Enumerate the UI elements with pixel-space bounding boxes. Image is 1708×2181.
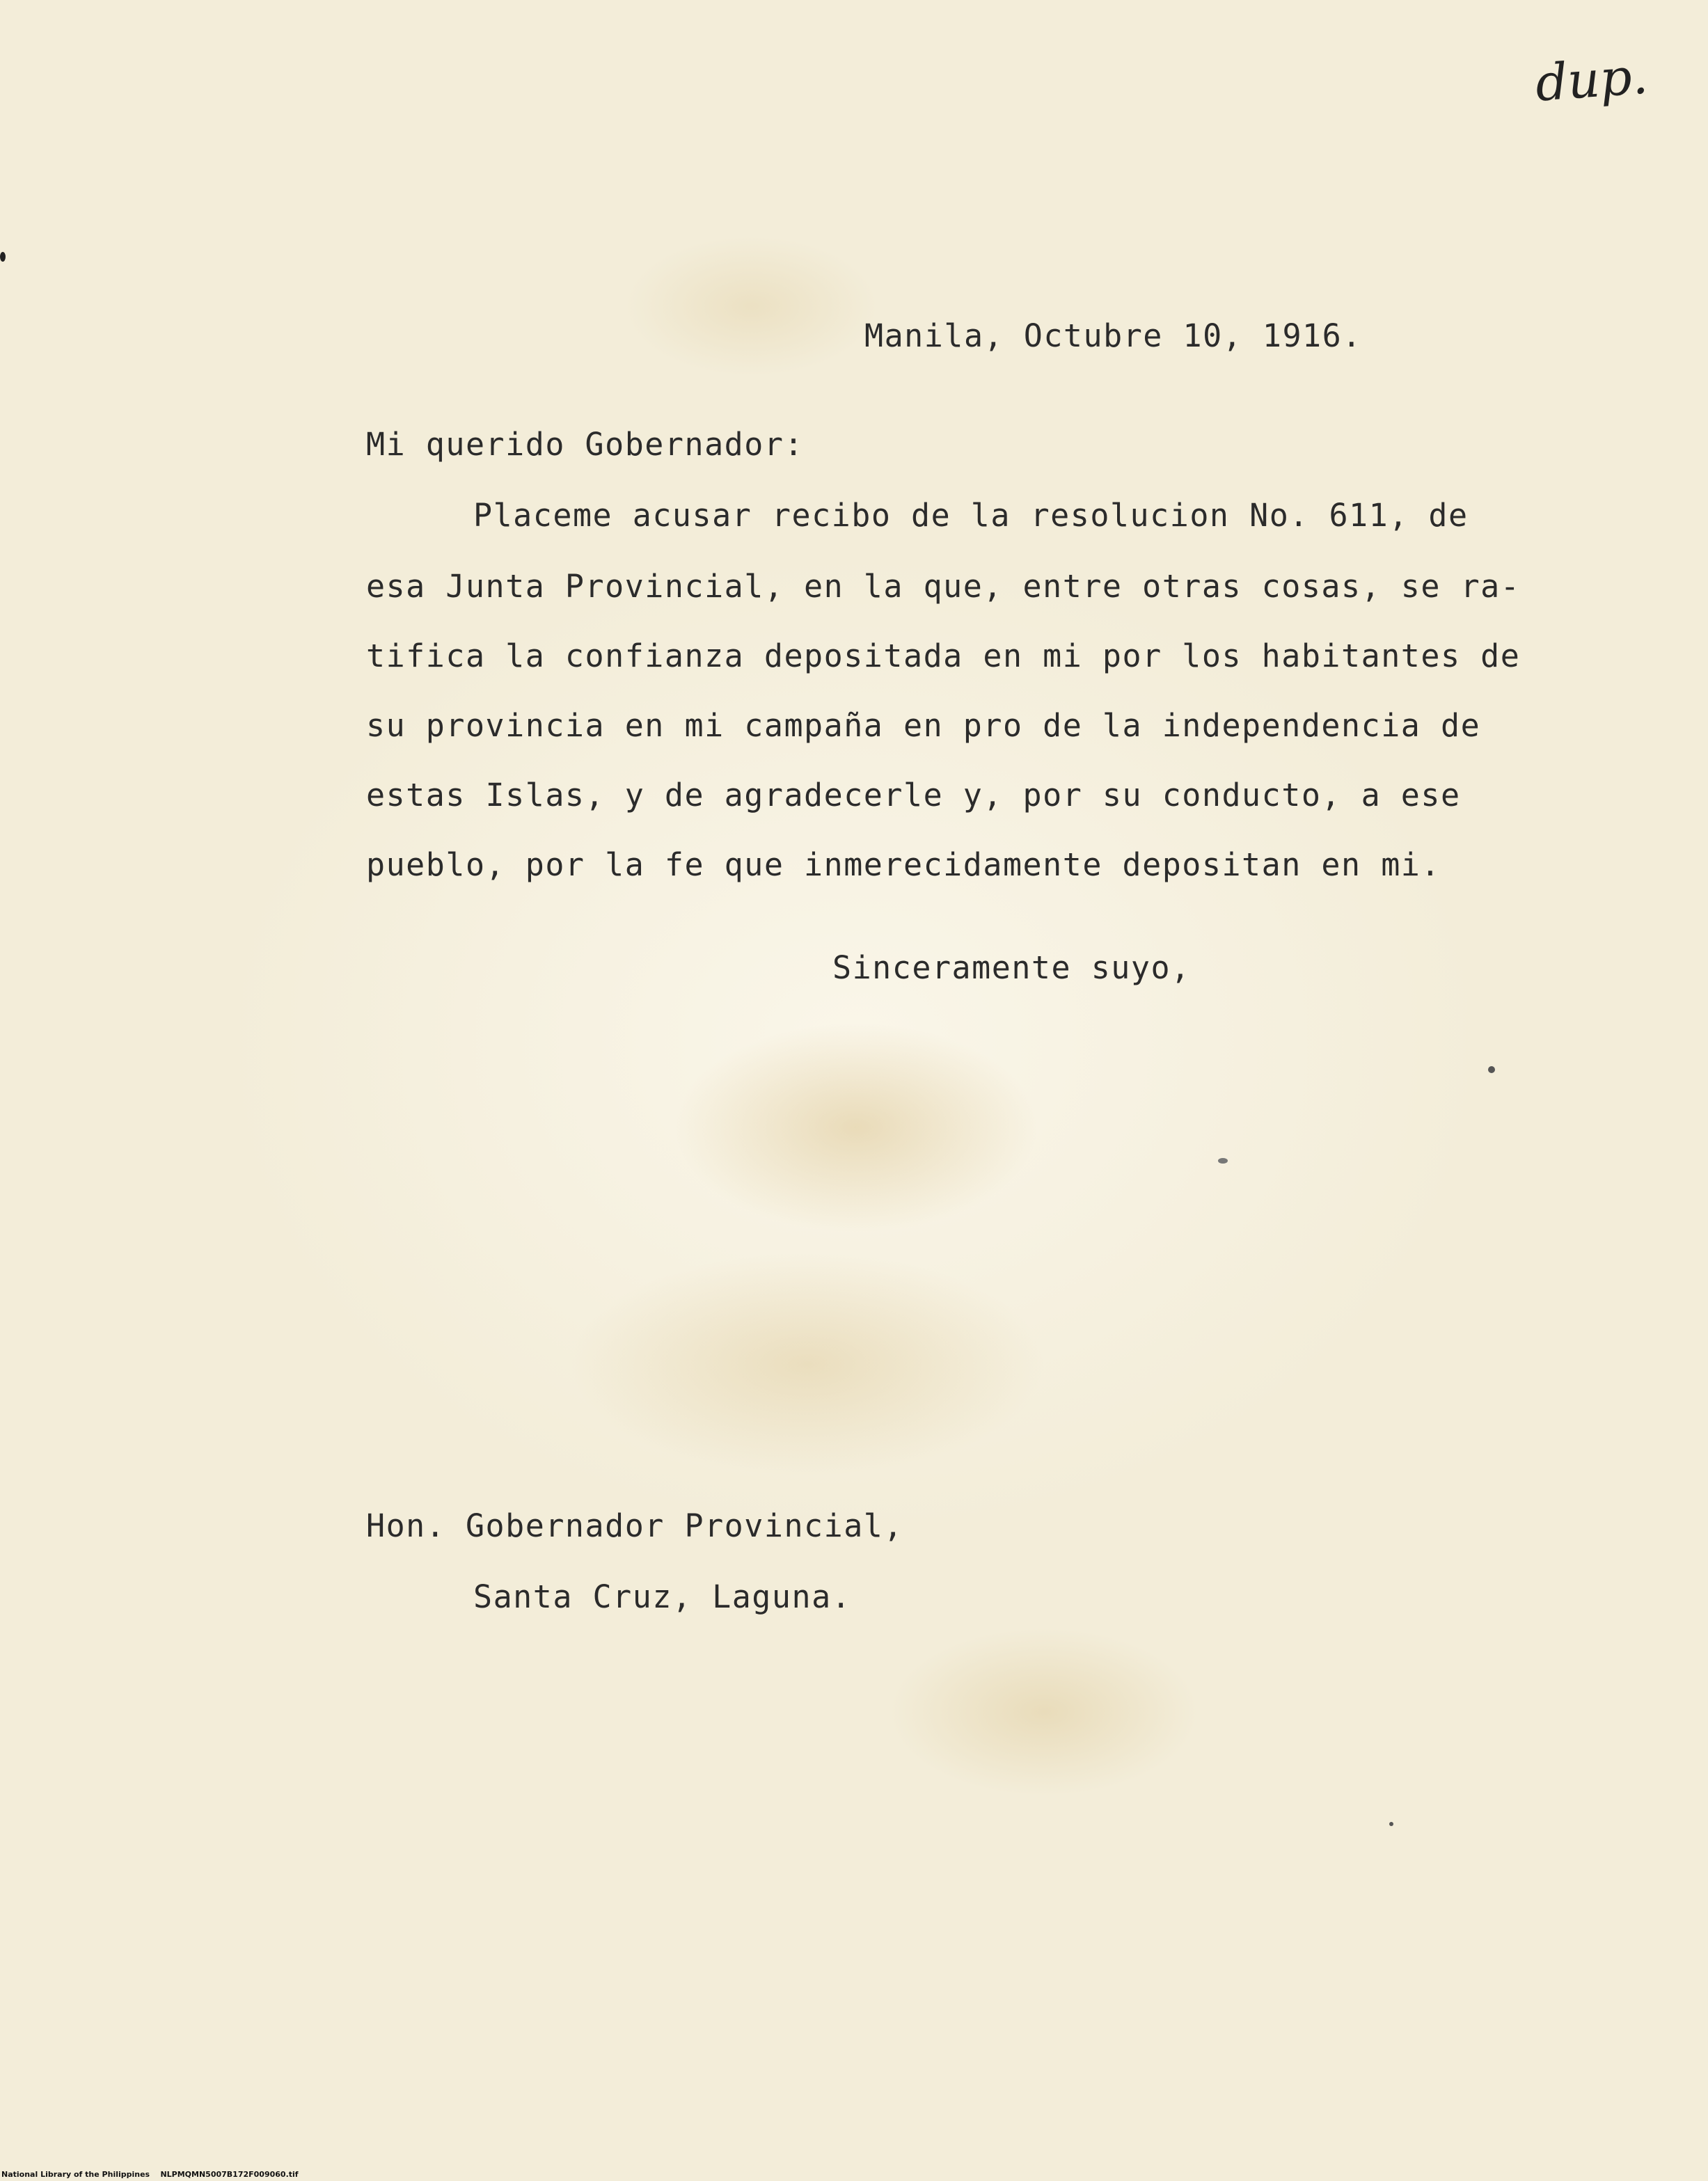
footer-archive-name: National Library of the Philippines [1,2170,150,2179]
body-line-6: pueblo, por la fe que inmerecidamente depositan en mi. [366,846,1441,883]
address-line-1: Hon. Gobernador Provincial, [366,1507,903,1544]
paper-speck [1488,1066,1495,1073]
body-line-4: su provincia en mi campaña en pro de la independencia de [366,707,1481,744]
paper-speck [1218,1158,1228,1164]
footer-file-name: NLPMQMN5007B172F009060.tif [160,2170,299,2179]
paper-speck [1389,1822,1393,1826]
body-line-1: Placeme acusar recibo de la resolucion No. 611, de [473,497,1469,534]
body-line-2: esa Junta Provincial, en la que, entre otras cosas, se ra- [366,568,1521,605]
closing: Sinceramente suyo, [832,949,1191,986]
salutation: Mi querido Gobernador: [366,426,805,463]
archive-footer [1,2170,299,2179]
dateline: Manila, Octubre 10, 1916. [864,317,1362,354]
body-line-5: estas Islas, y de agradecerle y, por su conducto, a ese [366,777,1461,814]
address-line-2: Santa Cruz, Laguna. [473,1578,852,1615]
body-line-3: tifica la confianza depositada en mi por los habitantes de [366,637,1521,674]
paper-edge-mark [0,252,6,262]
handwritten-annotation: dup. [1533,46,1650,113]
